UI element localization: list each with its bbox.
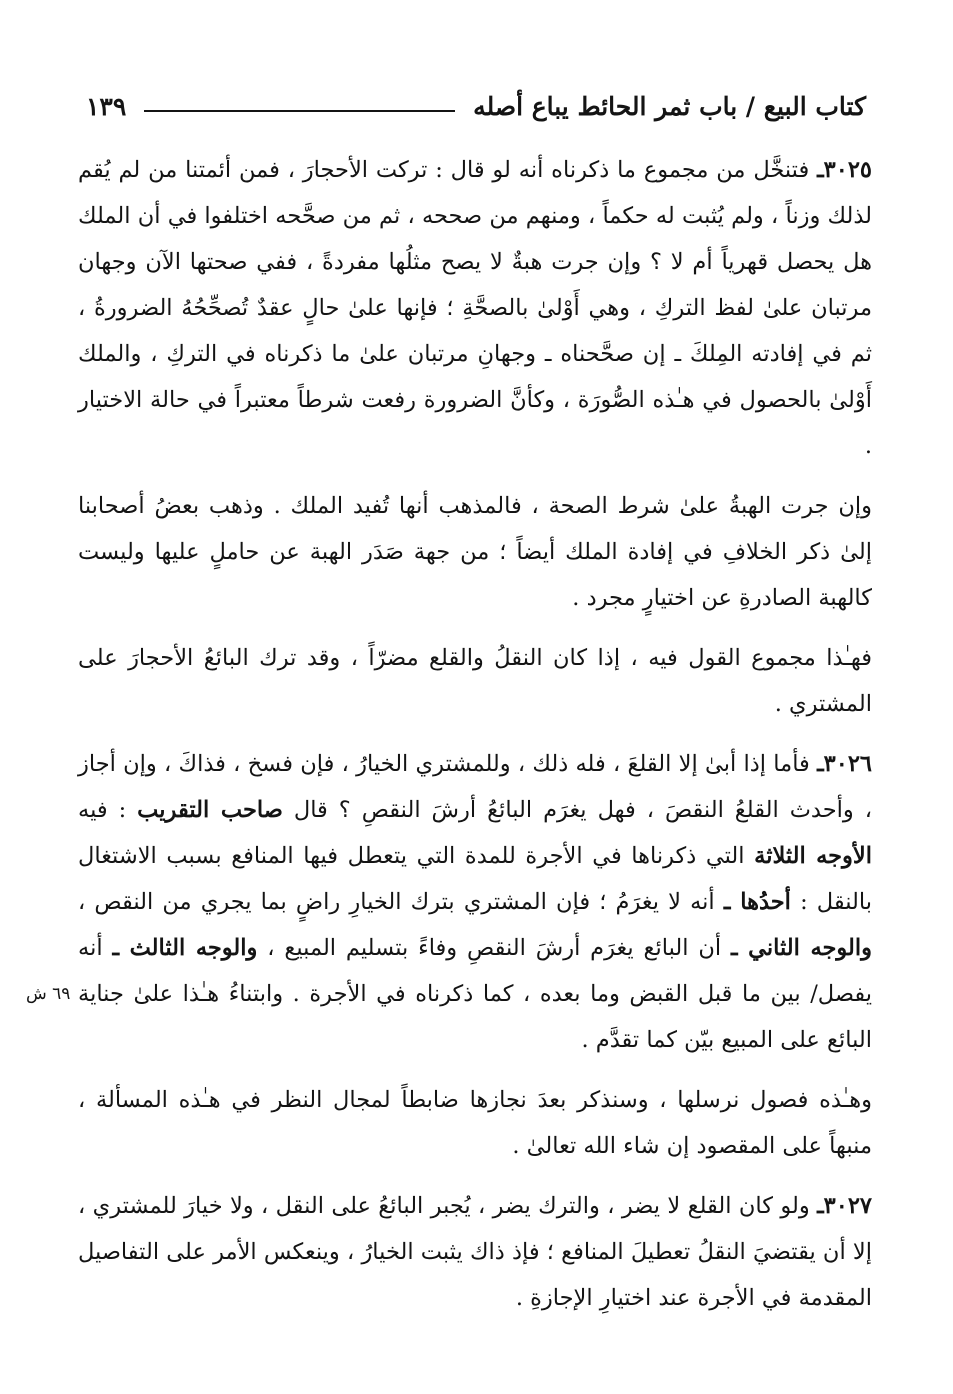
- page-number: ١٣٩: [86, 91, 127, 121]
- paragraph-number: ٣٠٢٥ـ: [817, 157, 872, 183]
- paragraph-number: ٣٠٢٧ـ: [817, 1193, 872, 1219]
- bold-term: صاحب التقريب: [137, 797, 283, 823]
- paragraph-text: : فيه: [78, 797, 138, 823]
- paragraph-text: ولو كان القلع لا يضر ، والترك يضر ، يُجبر البائعُ على النقل ، ولا خيارَ للمشتري ، إلا أن يقتضيَ النقلُ تعطيلَ المنافع ؛ فإذ ذاك يثبت الخيارُ ، وينعكس الأمر على التفاصيل المقدمة في الأجرة عند اختيارِ الإجازةِ .: [78, 1193, 872, 1311]
- bold-term: والوجه الثالث ـ: [112, 935, 258, 961]
- paragraph-text: أنه يفصل/ بين ما قبل القبض وما بعده ، كما ذكرناه في الأجرة . وابتناءُ هـٰذا علىٰ جناية البائع على المبيع بيّن كما تقدَّم .: [78, 935, 872, 1053]
- paragraph-3025: [78, 147, 872, 469]
- paragraph-3026: [78, 741, 872, 1063]
- paragraph-text: أنه لا يغرَمُ ؛ فإن المشتري بترك الخيارِ راضٍ بما يجري من النقص ،: [78, 889, 724, 915]
- bold-term: الأوجه الثلاثة: [754, 843, 872, 869]
- running-head: [86, 86, 866, 126]
- paragraph-text: التي ذكرناها في الأجرة للمدة التي يتعطل فيها المنافع بسبب الاشتغال بالنقل :: [78, 843, 872, 915]
- body-text: [78, 147, 872, 1335]
- paragraph-text: فأما إذا أبىٰ إلا القلعَ ، فله ذلك ، وللمشتري الخيارُ ، فإن فسخ ، فذاكَ ، وإن أجاز ، وأحدث القلعُ النقصَ ، فهل يغرَم البائعُ أرشَ النقصِ ؟ قال: [78, 751, 872, 823]
- header-rule: [144, 110, 455, 112]
- bold-term: أحدُها ـ: [723, 889, 791, 915]
- bold-term: والوجه الثاني ـ: [731, 935, 873, 961]
- paragraph-text: فتنخَّل من مجموع ما ذكرناه أنه لو قال : تركت الأحجارَ ، فمن أئمتنا من لم يُقم لذلك وزناً ، ولم يُثبت له حكماً ، ومنهم من صححه ، ثم من صحَّحه اختلفوا في أن الملك هل يحصل قهرياً أم لا ؟ وإن جرت هبةٌ لا يصح مثلُها مفردةً ، ففي صحتها الآن وجهان مرتبان علىٰ لفظ التركِ ، وهي أَوْلىٰ بالصحَّةِ ؛ فإنها علىٰ حالٍ عقدٌ تُصحِّحُهُ الضرورةُ ، ثم في إفادته المِلكَ ـ إن صحَّحناه ـ وجهانِ مرتبان علىٰ ما ذكرناه في التركِ ، والملك أَوْلىٰ بالحصول في هـٰذه الصُّورَة ، وكأنَّ الضرورة رفعت شرطاً معتبراً في حالة الاختيار .: [78, 157, 872, 459]
- margin-note: ٦٩ ش: [26, 984, 71, 1004]
- paragraph-number: ٣٠٢٦ـ: [817, 751, 872, 777]
- paragraph-summary: فهـٰذا مجموع القول فيه ، إذا كان النقلُ والقلع مضرّاً ، وقد ترك البائعُ الأحجارَ على المشتري .: [78, 645, 872, 717]
- running-title: كتاب البيع / باب ثمر الحائط يباع أصله: [473, 91, 866, 121]
- paragraph-fusul: وهـٰذه فصول نرسلها ، وسنذكر بعدَ نجازها ضابطاً لمجال النظر في هـٰذه المسألة ، منبهاً على المقصود إن شاء الله تعالىٰ .: [78, 1087, 872, 1159]
- paragraph-hiba: وإن جرت الهبةُ علىٰ شرط الصحة ، فالمذهب أنها تُفيد الملك . وذهب بعضُ أصحابنا إلىٰ ذكر الخلافِ في إفادة الملك أيضاً ؛ من جهة صَدَر الهبة عن حاملٍ عليها وليست كالهبة الصادرةِ عن اختيارٍ مجرد .: [78, 493, 872, 611]
- paragraph-text: أن البائع يغرَم أرشَ النقصِ وفاءً بتسليم المبيع ،: [257, 935, 731, 961]
- paragraph-3027: [78, 1183, 872, 1321]
